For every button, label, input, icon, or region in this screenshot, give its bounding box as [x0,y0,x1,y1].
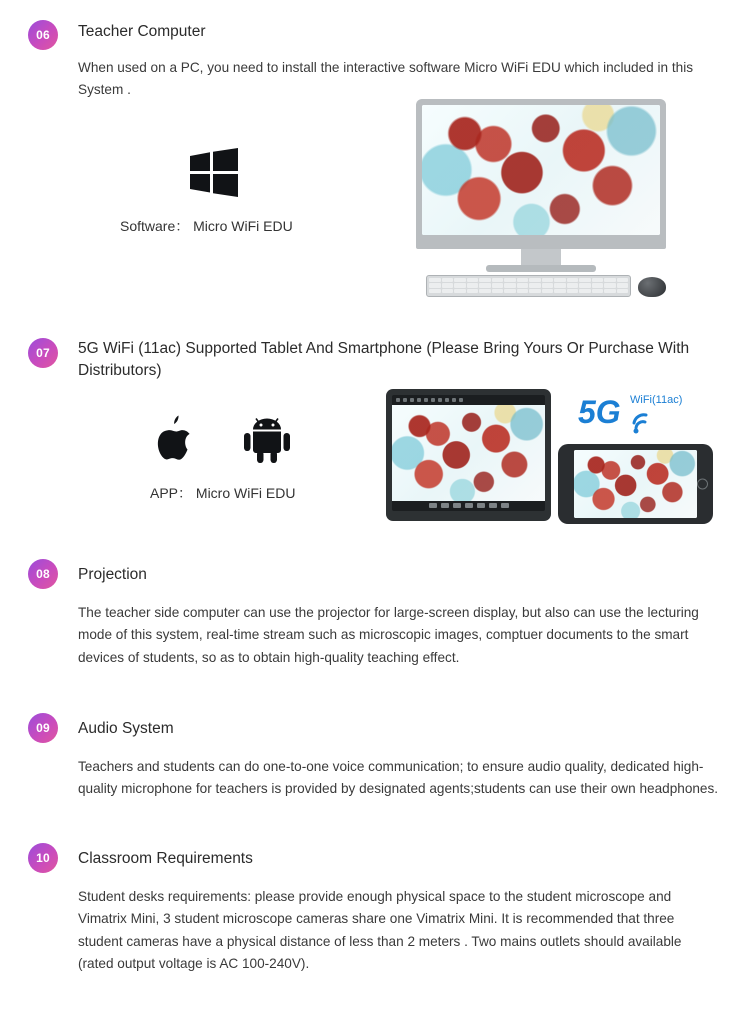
svg-text:5G: 5G [578,393,621,430]
phone-screen [574,450,697,518]
section-classroom-requirements [0,843,750,975]
section-number-badge: 09 [28,713,58,743]
section-teacher-computer [0,12,750,306]
section-title: Projection [78,566,147,583]
tablet-toolbar [392,395,545,405]
tablet-bottom-bar [392,501,545,511]
app-caption: APP： Micro WiFi EDU [150,484,296,501]
android-logo-icon [244,417,290,463]
section-body: Student desks requirements: please provide enough physical space to the student microscope and Vimatrix Mini, 3 student microscope cameras share one Vimatrix Mini. It is recommended that three student cameras have a physical distance of less than 2 meters . Two mains outlets should available (rated output voltage is AC 100-240V). [78,889,682,971]
apple-logo-icon [156,415,196,463]
home-button-icon [697,478,708,489]
microscopy-image [422,105,660,235]
section-title: Classroom Requirements [78,850,253,867]
monitor-stand-neck [521,249,561,267]
microscopy-image [392,405,545,501]
mobile-devices-illustration [78,395,750,550]
windows-logo-icon [188,148,240,198]
section-title: Audio System [78,720,174,737]
smartphone-image [558,444,713,524]
monitor-stand-base [486,265,596,272]
tablet-screen [392,405,545,501]
tablet-image [386,389,551,521]
microscopy-image [574,450,697,518]
section-number-badge: 06 [28,20,58,50]
software-caption: Software： Micro WiFi EDU [120,217,293,234]
teacher-computer-illustration [78,106,750,306]
section-title: Teacher Computer [78,23,206,40]
desktop-computer-image [416,99,666,299]
monitor-screen [422,105,660,235]
section-audio-system [0,713,750,801]
section-body: When used on a PC, you need to install the interactive software Micro WiFi EDU which included in this System . [78,60,694,98]
section-number-badge: 08 [28,559,58,589]
monitor-bezel [416,99,666,249]
svg-text:WiFi(11ac): WiFi(11ac) [630,393,683,406]
fiveg-wifi-badge [578,389,698,437]
section-tablet-smartphone [0,333,750,550]
section-body: The teacher side computer can use the projector for large-screen display, but also can use the lecturing mode of this system, real-time stream such as microscopic images, comptuer documents to the smart devices of students, so as to obtain high-quality teaching effect. [78,605,699,665]
section-number-badge: 10 [28,843,58,873]
section-body: Teachers and students can do one-to-one voice communication; to ensure audio quality, dedicated high-quality microphone for teachers is provided by designated agents;students can use their own headphones. [78,759,719,797]
mouse-image [638,277,666,297]
keyboard-image [426,275,631,297]
section-number-badge: 07 [28,338,58,368]
section-projection [0,559,750,669]
section-title: 5G WiFi (11ac) Supported Tablet And Smartphone (Please Bring Yours Or Purchase With Distributors) [78,340,690,380]
